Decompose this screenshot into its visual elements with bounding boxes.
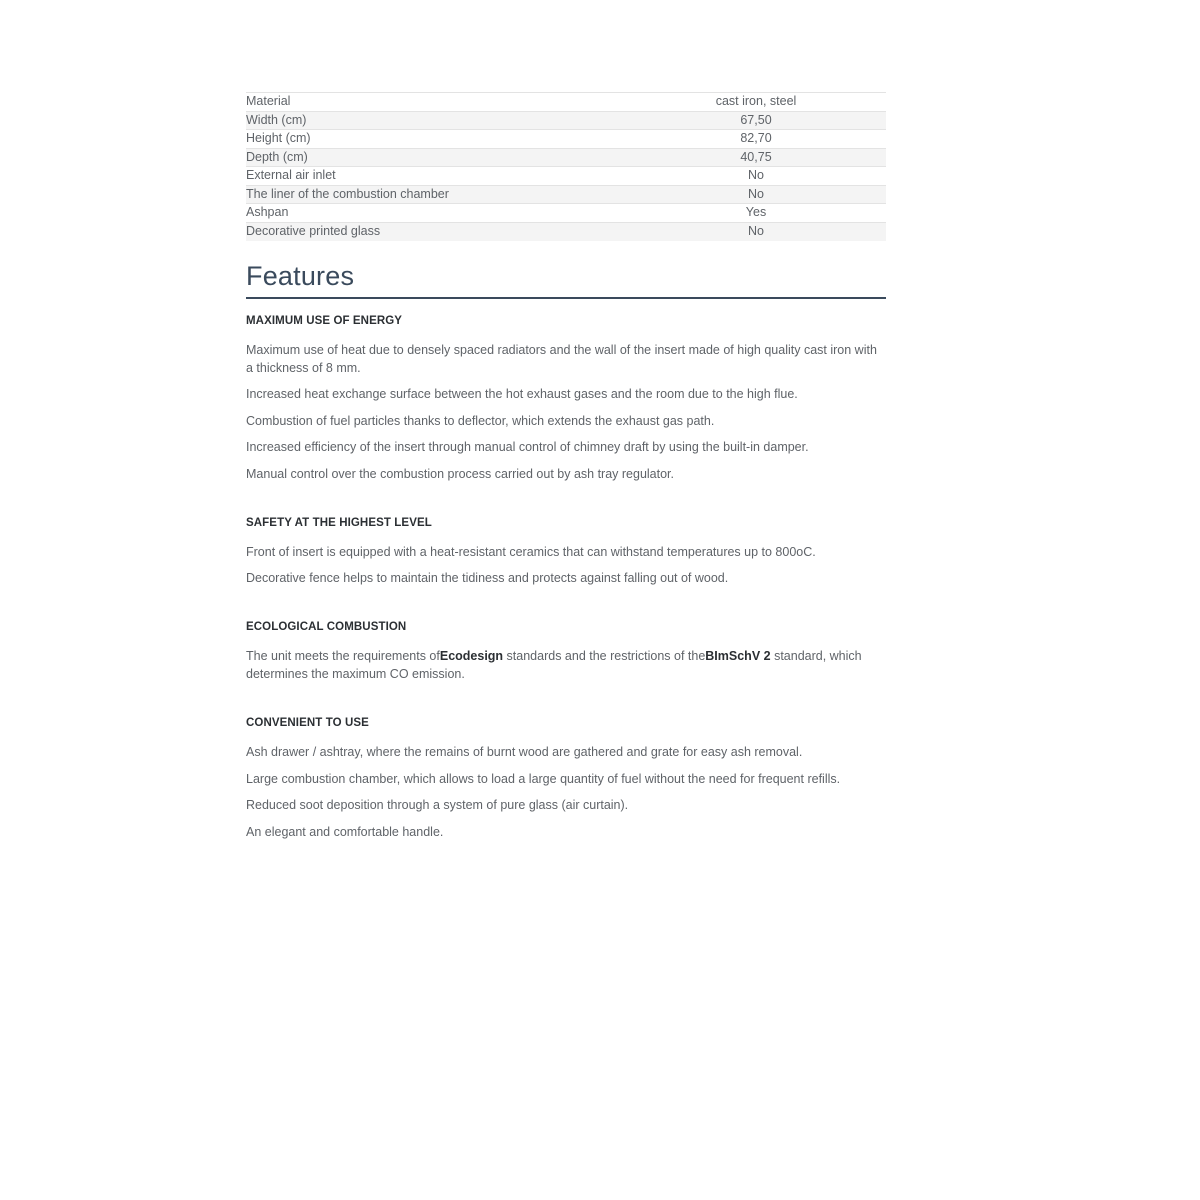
feature-paragraph: Maximum use of heat due to densely spaced radiators and the wall of the insert made of high quality cast iron with a thickness of 8 mm. xyxy=(246,342,877,375)
table-row xyxy=(246,148,886,167)
feature-paragraph: Manual control over the combustion process carried out by ash tray regulator. xyxy=(246,466,674,481)
spec-value: 67,50 xyxy=(740,112,772,127)
section-heading: CONVENIENT TO USE xyxy=(246,717,369,729)
feature-paragraph: Ash drawer / ashtray, where the remains of burnt wood are gathered and grate for easy ash removal. xyxy=(246,745,803,759)
feature-paragraph: Front of insert is equipped with a heat-resistant ceramics that can withstand temperatures up to 800oC. xyxy=(246,544,816,559)
spec-label: Decorative printed glass xyxy=(246,223,381,238)
table-row xyxy=(246,185,886,204)
spec-value: 82,70 xyxy=(740,131,772,145)
feature-section-safety xyxy=(246,517,886,588)
feature-paragraph: Reduced soot deposition through a system of pure glass (air curtain). xyxy=(246,798,629,812)
feature-paragraph xyxy=(246,647,886,683)
text-part: standard, which determines the maximum CO emission. xyxy=(246,649,862,681)
feature-section-convenience xyxy=(246,717,886,841)
spec-label: Ashpan xyxy=(246,205,289,219)
specifications-table xyxy=(246,92,886,241)
product-details-page xyxy=(246,92,886,849)
features-title: Features xyxy=(246,261,886,299)
spec-label: Width (cm) xyxy=(246,112,307,127)
spec-label: Height (cm) xyxy=(246,131,311,145)
feature-section-ecological xyxy=(246,621,886,683)
section-heading: MAXIMUM USE OF ENERGY xyxy=(246,314,403,327)
table-row xyxy=(246,222,886,241)
spec-value: No xyxy=(748,168,764,182)
feature-paragraph: Increased heat exchange surface between the hot exhaust gases and the room due to the high flue. xyxy=(246,387,798,401)
feature-paragraph: Decorative fence helps to maintain the tidiness and protects against falling out of wood. xyxy=(246,571,729,585)
spec-label: External air inlet xyxy=(246,168,336,182)
table-row xyxy=(246,111,886,130)
table-row xyxy=(246,93,886,112)
spec-label: The liner of the combustion chamber xyxy=(246,186,449,201)
spec-label: Depth (cm) xyxy=(246,149,308,164)
spec-value: No xyxy=(748,186,764,201)
spec-value: Yes xyxy=(745,205,767,219)
feature-section-energy xyxy=(246,315,886,483)
spec-value: No xyxy=(748,223,764,238)
bimschv-term: BImSchV 2 xyxy=(705,649,771,663)
text-part: The unit meets the requirements of xyxy=(246,649,440,663)
feature-paragraph: Combustion of fuel particles thanks to deflector, which extends the exhaust gas path. xyxy=(246,413,715,428)
spec-value: cast iron, steel xyxy=(715,94,797,108)
section-heading: SAFETY AT THE HIGHEST LEVEL xyxy=(246,516,432,529)
ecodesign-term: Ecodesign xyxy=(439,649,504,663)
spec-value: 40,75 xyxy=(740,149,772,164)
text-part: standards and the restrictions of the xyxy=(503,649,706,663)
spec-label: Material xyxy=(246,94,291,108)
table-row xyxy=(246,130,886,149)
feature-paragraph: An elegant and comfortable handle. xyxy=(246,824,444,839)
feature-paragraph: Increased efficiency of the insert through manual control of chimney draft by using the built-in damper. xyxy=(246,440,809,454)
feature-paragraph: Large combustion chamber, which allows to load a large quantity of fuel without the need for frequent refills. xyxy=(246,771,841,786)
section-heading: ECOLOGICAL COMBUSTION xyxy=(246,621,407,633)
table-row xyxy=(246,167,886,186)
table-row xyxy=(246,204,886,223)
